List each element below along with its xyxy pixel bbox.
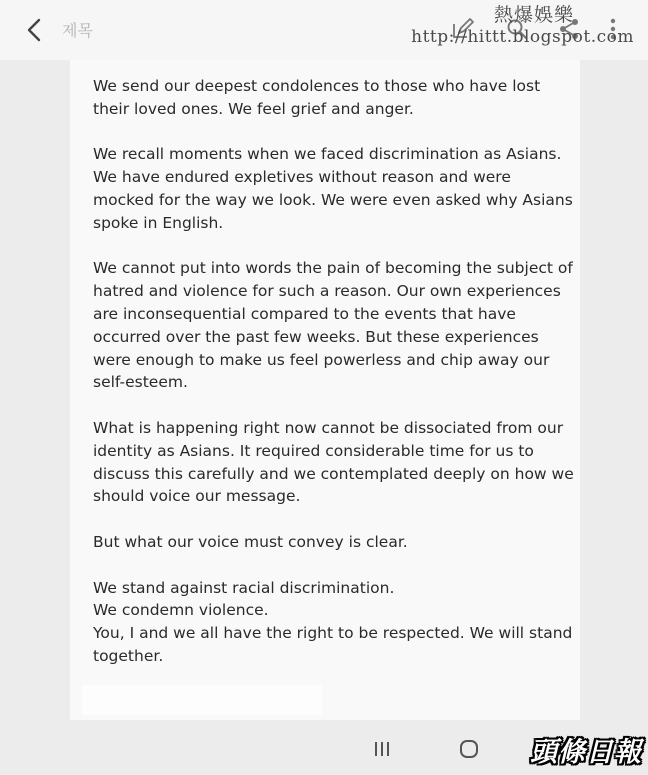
chevron-left-icon	[25, 17, 43, 43]
share-icon	[557, 17, 581, 41]
note-paragraph	[93, 75, 563, 121]
note-paragraph	[93, 417, 574, 508]
more-options-button[interactable]	[598, 14, 628, 44]
note-content-area[interactable]	[70, 60, 580, 720]
edit-button[interactable]	[448, 14, 478, 44]
note-line: discuss this carefully and we contemplated deeply on how we	[93, 464, 574, 483]
recent-apps-icon	[372, 740, 392, 758]
top-app-bar	[0, 0, 648, 60]
note-line: were enough to make us feel powerless and chip away our	[93, 350, 550, 369]
note-line: mocked for the way we look. We were even asked why Asians	[93, 190, 573, 209]
note-line: We stand against racial discrimination.	[93, 578, 395, 597]
share-button[interactable]	[554, 14, 584, 44]
faded-region	[82, 685, 322, 715]
search-icon	[505, 17, 529, 41]
note-line: What is happening right now cannot be dissociated from our	[93, 418, 564, 437]
note-line: their loved ones. We feel grief and anger.	[93, 99, 414, 118]
note-line: identity as Asians. It required considerable time for us to	[93, 441, 534, 460]
note-line: together.	[93, 646, 164, 665]
note-line: spoke in English.	[93, 213, 224, 232]
watermark-url-text: http://hittt.blogspot.com	[411, 27, 634, 47]
note-paragraph	[93, 531, 563, 554]
note-body	[93, 75, 574, 691]
note-line: We recall moments when we faced discrimination as Asians.	[93, 145, 562, 164]
edit-icon	[450, 16, 476, 42]
note-line: are inconsequential compared to the events that have	[93, 304, 516, 323]
note-line: We send our deepest condolences to those who have lost	[93, 77, 541, 95]
note-line: We cannot put into words the pain of becoming the subject of	[93, 259, 573, 278]
home-button[interactable]	[449, 734, 489, 764]
note-line: self-esteem.	[93, 373, 188, 392]
note-paragraph	[93, 257, 573, 394]
home-icon	[458, 738, 480, 760]
note-title[interactable]: 제목	[62, 21, 93, 40]
search-button[interactable]	[502, 14, 532, 44]
recent-apps-button[interactable]	[362, 734, 402, 764]
note-line: We have endured expletives without reason and were	[93, 168, 511, 187]
note-paragraph	[93, 143, 573, 234]
note-line: We condemn violence.	[93, 601, 269, 620]
note-paragraph	[93, 577, 573, 668]
note-line: You, I and we all have the right to be respected. We will stand	[93, 624, 573, 643]
watermark-chinese-text: 熱爆娛樂	[493, 4, 574, 26]
newspaper-logo: 頭條日報	[530, 737, 642, 768]
note-line: occurred over the past few weeks. But these experiences	[93, 327, 539, 346]
more-vertical-icon	[607, 17, 619, 41]
note-line: But what our voice must convey is clear.	[93, 532, 408, 551]
note-line: should voice our message.	[93, 487, 301, 506]
note-line: hatred and violence for such a reason. Our own experiences	[93, 282, 561, 301]
back-button[interactable]	[14, 12, 54, 48]
